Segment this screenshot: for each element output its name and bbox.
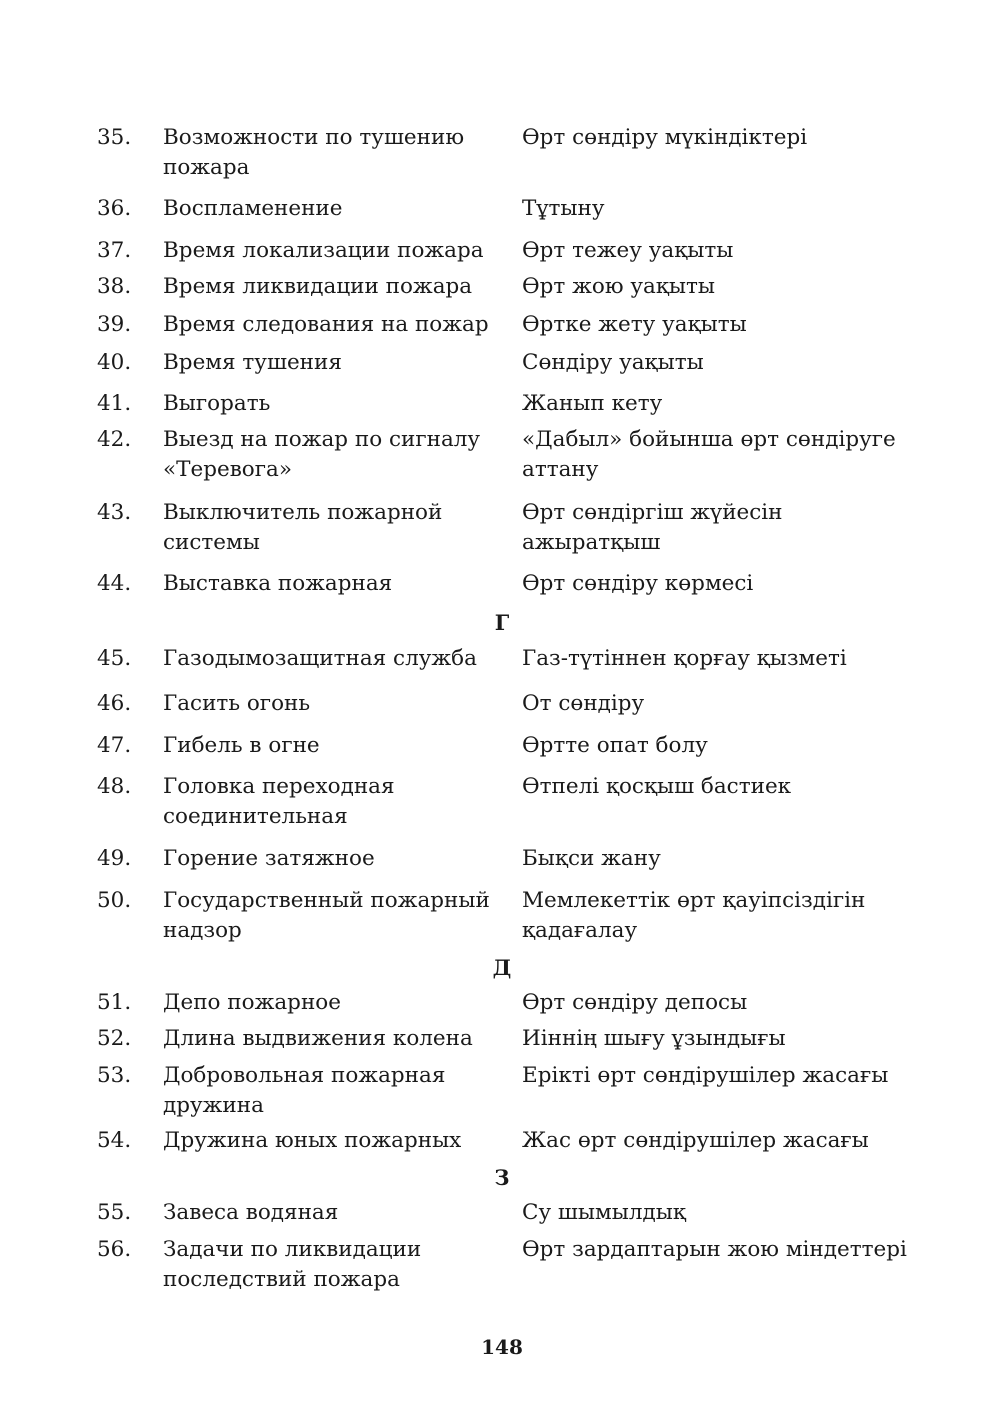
russian-term-line: Гибель в огне — [163, 733, 320, 758]
entry-number: 37. — [97, 238, 132, 263]
kazakh-term-line: Өрт тежеу уақыты — [522, 238, 734, 263]
kazakh-term — [522, 1024, 942, 1054]
russian-term-line: Длина выдвижения колена — [163, 1026, 473, 1051]
kazakh-term — [522, 348, 942, 378]
russian-term-line: Время следования на пожар — [163, 312, 489, 337]
russian-term-line: надзор — [163, 918, 242, 943]
kazakh-term — [522, 569, 942, 599]
kazakh-term-line: Өрт сөндіру мүкіндіктері — [522, 125, 808, 150]
russian-term — [163, 348, 498, 378]
page-number: 148 — [481, 1335, 523, 1359]
kazakh-term — [522, 644, 942, 674]
section-letter-heading: Д — [492, 955, 512, 980]
russian-term-line: Выезд на пожар по сигналу — [163, 427, 481, 452]
kazakh-term — [522, 731, 942, 761]
russian-term — [163, 988, 498, 1018]
russian-term-line: Возможности по тушению — [163, 125, 465, 150]
russian-term-line: последствий пожара — [163, 1267, 400, 1292]
russian-term-line: Добровольная пожарная — [163, 1063, 446, 1088]
kazakh-term-line: Өрт сөндіру көрмесі — [522, 571, 754, 596]
russian-term — [163, 272, 498, 302]
entry-number: 49. — [97, 846, 132, 871]
entry-number: 35. — [97, 125, 132, 150]
kazakh-term-line: Өрт жою уақыты — [522, 274, 716, 299]
entry-number: 40. — [97, 350, 132, 375]
russian-term — [163, 772, 498, 832]
entry-number: 43. — [97, 500, 132, 525]
kazakh-term-line: қадағалау — [522, 918, 638, 943]
russian-term — [163, 1126, 498, 1156]
kazakh-term-line: аттану — [522, 457, 599, 482]
russian-term-line: системы — [163, 530, 260, 555]
russian-term — [163, 886, 498, 946]
kazakh-term — [522, 1235, 942, 1265]
kazakh-term — [522, 844, 942, 874]
russian-term-line: Выключитель пожарной — [163, 500, 443, 525]
russian-term-line: Завеса водяная — [163, 1200, 339, 1225]
russian-term — [163, 194, 498, 224]
kazakh-term-line: Жанып кету — [522, 391, 663, 416]
kazakh-term — [522, 194, 942, 224]
kazakh-term — [522, 310, 942, 340]
entry-number: 48. — [97, 774, 132, 799]
entry-number: 54. — [97, 1128, 132, 1153]
russian-term-line: Газодымозащитная служба — [163, 646, 477, 671]
section-letter-heading: Г — [494, 610, 510, 635]
kazakh-term — [522, 123, 942, 153]
entry-number: 51. — [97, 990, 132, 1015]
russian-term-line: Задачи по ликвидации — [163, 1237, 422, 1262]
kazakh-term-line: «Дабыл» бойынша өрт сөндіруге — [522, 427, 896, 452]
kazakh-term-line: Иіннің шығу ұзындығы — [522, 1026, 786, 1051]
russian-term-line: Время локализации пожара — [163, 238, 484, 263]
russian-term — [163, 236, 498, 266]
kazakh-term-line: Өтпелі қосқыш бастиек — [522, 774, 792, 799]
russian-term — [163, 389, 498, 419]
entry-43 — [0, 498, 1004, 558]
russian-term-line: Время тушения — [163, 350, 342, 375]
kazakh-term-line: Өрт сөндіргіш жүйесін — [522, 500, 783, 525]
russian-term-line: Время ликвидации пожара — [163, 274, 473, 299]
entry-number: 36. — [97, 196, 132, 221]
kazakh-term — [522, 689, 942, 719]
kazakh-term-line: Өртке жету уақыты — [522, 312, 747, 337]
kazakh-term-line: Газ-түтіннен қорғау қызметі — [522, 646, 847, 671]
russian-term-line: Выставка пожарная — [163, 571, 393, 596]
entry-number: 45. — [97, 646, 132, 671]
entry-53 — [0, 1061, 1004, 1121]
kazakh-term — [522, 498, 942, 558]
russian-term — [163, 1024, 498, 1054]
russian-term-line: соединительная — [163, 804, 348, 829]
russian-term — [163, 644, 498, 674]
kazakh-term — [522, 272, 942, 302]
entry-42 — [0, 425, 1004, 485]
kazakh-term — [522, 389, 942, 419]
russian-term — [163, 425, 498, 485]
russian-term-line: Головка переходная — [163, 774, 395, 799]
entry-number: 56. — [97, 1237, 132, 1262]
russian-term-line: Гасить огонь — [163, 691, 311, 716]
kazakh-term-line: Сөндіру уақыты — [522, 350, 704, 375]
entry-number: 52. — [97, 1026, 132, 1051]
russian-term-line: Дружина юных пожарных — [163, 1128, 462, 1153]
entry-number: 44. — [97, 571, 132, 596]
kazakh-term-line: От сөндіру — [522, 691, 645, 716]
russian-term — [163, 498, 498, 558]
kazakh-term — [522, 772, 942, 802]
kazakh-term — [522, 886, 942, 946]
kazakh-term — [522, 1126, 942, 1156]
entry-56 — [0, 1235, 1004, 1295]
russian-term — [163, 1198, 498, 1228]
russian-term — [163, 310, 498, 340]
entry-number: 42. — [97, 427, 132, 452]
kazakh-term — [522, 1061, 942, 1091]
entry-number: 38. — [97, 274, 132, 299]
russian-term — [163, 689, 498, 719]
russian-term — [163, 1061, 498, 1121]
russian-term-line: Государственный пожарный — [163, 888, 490, 913]
russian-term-line: Депо пожарное — [163, 990, 341, 1015]
entry-number: 47. — [97, 733, 132, 758]
entry-number: 46. — [97, 691, 132, 716]
russian-term-line: дружина — [163, 1093, 264, 1118]
entry-50 — [0, 886, 1004, 946]
entry-number: 41. — [97, 391, 132, 416]
kazakh-term — [522, 236, 942, 266]
kazakh-term-line: Өрт зардаптарын жою міндеттері — [522, 1237, 907, 1262]
kazakh-term-line: Мемлекеттік өрт қауіпсіздігін — [522, 888, 866, 913]
russian-term — [163, 569, 498, 599]
kazakh-term-line: ажыратқыш — [522, 530, 661, 555]
russian-term — [163, 1235, 498, 1295]
section-letter-heading: З — [494, 1165, 510, 1190]
kazakh-term-line: Жас өрт сөндірушілер жасағы — [522, 1128, 869, 1153]
kazakh-term-line: Су шымылдық — [522, 1200, 686, 1225]
russian-term-line: Горение затяжное — [163, 846, 375, 871]
kazakh-term — [522, 988, 942, 1018]
kazakh-term-line: Тұтыну — [522, 196, 605, 221]
kazakh-term-line: Өрт сөндіру депосы — [522, 990, 748, 1015]
russian-term-line: Воспламенение — [163, 196, 343, 221]
russian-term — [163, 731, 498, 761]
russian-term-line: пожара — [163, 155, 250, 180]
kazakh-term — [522, 425, 942, 485]
entry-35 — [0, 123, 1004, 183]
kazakh-term-line: Бықси жану — [522, 846, 661, 871]
russian-term — [163, 123, 498, 183]
entry-number: 55. — [97, 1200, 132, 1225]
kazakh-term-line: Өртте опат болу — [522, 733, 708, 758]
russian-term — [163, 844, 498, 874]
russian-term-line: «Теревога» — [163, 457, 292, 482]
entry-number: 39. — [97, 312, 132, 337]
entry-48 — [0, 772, 1004, 832]
kazakh-term-line: Ерікті өрт сөндірушілер жасағы — [522, 1063, 889, 1088]
kazakh-term — [522, 1198, 942, 1228]
entry-number: 53. — [97, 1063, 132, 1088]
entry-number: 50. — [97, 888, 132, 913]
russian-term-line: Выгорать — [163, 391, 271, 416]
